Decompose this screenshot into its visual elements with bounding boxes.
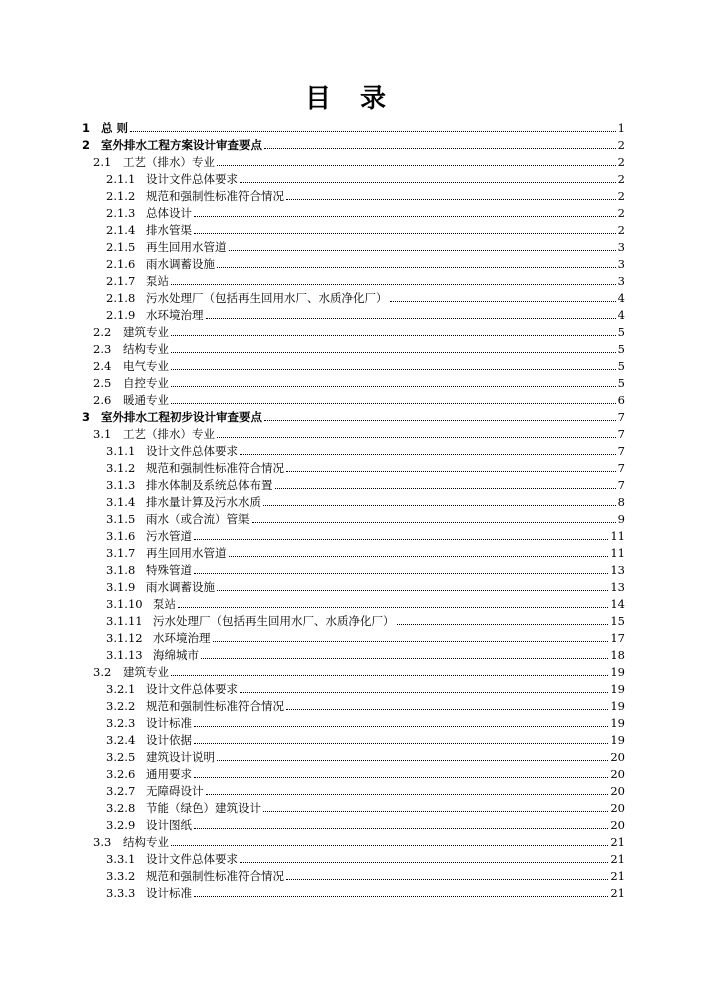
toc-entry-page-number: 5 [617,359,625,373]
toc-entry-number: 3.1.7 [106,546,136,560]
toc-entry-title: 规范和强制性标准符合情况 [146,461,284,475]
toc-entry-title: 再生回用水管道 [146,240,227,254]
toc-entry[interactable] [0,527,701,544]
toc-entry-number: 2.1.5 [106,240,136,254]
toc-entry[interactable] [0,408,701,425]
dot-leader [171,283,616,285]
toc-entry-title: 设计标准 [146,716,192,730]
toc-entry[interactable] [0,306,701,323]
toc-entry-page-number: 2 [617,155,625,169]
toc-entry[interactable] [0,867,701,884]
dot-leader [171,844,608,846]
toc-entry-number: 1 [82,121,91,135]
dot-leader [240,453,616,455]
toc-entry[interactable] [0,884,701,901]
toc-entry[interactable] [0,459,701,476]
dot-leader [240,181,616,183]
dot-leader [217,759,608,761]
dot-leader [178,606,608,608]
toc-entry[interactable] [0,425,701,442]
toc-entry-title: 设计图纸 [146,818,192,832]
toc-entry-title: 无障碍设计 [146,784,204,798]
dot-leader [264,419,616,421]
toc-entry[interactable] [0,170,701,187]
dot-leader [171,674,608,676]
toc-entry-title: 规范和强制性标准符合情况 [146,869,284,883]
toc-entry-number: 3.1.12 [106,631,143,645]
toc-entry-title: 暖通专业 [123,393,169,407]
toc-entry-page-number: 19 [610,699,625,713]
toc-entry[interactable] [0,221,701,238]
toc-entry-page-number: 17 [610,631,625,645]
toc-entry-page-number: 11 [610,529,625,543]
toc-entry[interactable] [0,340,701,357]
dot-leader [229,555,609,557]
toc-entry-title: 总 则 [101,121,129,135]
toc-entry-page-number: 20 [610,767,625,781]
toc-entry-number: 3.2.1 [106,682,136,696]
dot-leader [240,861,608,863]
toc-entry[interactable] [0,561,701,578]
toc-entry-number: 3.3.2 [106,869,136,883]
toc-entry-number: 3.1.8 [106,563,136,577]
toc-entry-title: 雨水调蓄设施 [146,257,215,271]
dot-leader [217,164,616,166]
dot-leader [217,266,616,268]
toc-entry-page-number: 8 [617,495,625,509]
toc-entry-page-number: 13 [610,563,625,577]
dot-leader [217,436,616,438]
toc-entry-page-number: 4 [617,291,625,305]
toc-entry-title: 泵站 [153,597,176,611]
dot-leader [194,538,608,540]
dot-leader [390,300,616,302]
dot-leader [194,572,608,574]
toc-entry[interactable] [0,799,701,816]
dot-leader [194,742,608,744]
toc-entry-number: 3.2.7 [106,784,136,798]
toc-entry-number: 3.3.1 [106,852,136,866]
toc-entry-page-number: 21 [610,852,625,866]
toc-entry-number: 2.1.6 [106,257,136,271]
toc-entry-number: 3.1.10 [106,597,143,611]
toc-entry-page-number: 5 [617,342,625,356]
toc-entry-page-number: 20 [610,801,625,815]
toc-entry-page-number: 4 [617,308,625,322]
toc-entry-number: 2.1.3 [106,206,136,220]
toc-entry-page-number: 19 [610,716,625,730]
toc-entry-title: 设计文件总体要求 [146,172,238,186]
toc-entry[interactable] [0,187,701,204]
toc-entry-number: 3.1.9 [106,580,136,594]
toc-entry-page-number: 6 [617,393,625,407]
toc-entry-number: 3.1.1 [106,444,136,458]
dot-leader [286,878,608,880]
toc-entry-page-number: 21 [610,886,625,900]
toc-entry[interactable] [0,629,701,646]
dot-leader [229,249,616,251]
toc-entry-page-number: 18 [610,648,625,662]
toc-entry[interactable] [0,357,701,374]
toc-entry-page-number: 3 [617,240,625,254]
toc-entry-number: 2.1 [93,155,112,169]
dot-leader [286,470,616,472]
toc-entry-title: 海绵城市 [153,648,199,662]
toc-entry-number: 3.2.5 [106,750,136,764]
toc-entry-page-number: 7 [617,410,625,424]
toc-entry-page-number: 2 [617,189,625,203]
dot-leader [171,351,616,353]
toc-entry-title: 结构专业 [123,342,169,356]
dot-leader [171,402,616,404]
dot-leader [264,147,616,149]
toc-entry-number: 3.1.2 [106,461,136,475]
toc-entry-page-number: 9 [617,512,625,526]
toc-entry-number: 3.1.11 [106,614,143,628]
dot-leader [194,725,608,727]
dot-leader [240,691,608,693]
toc-entry-title: 排水管渠 [146,223,192,237]
toc-entry-title: 工艺（排水）专业 [123,155,215,169]
toc-entry[interactable] [0,850,701,867]
toc-entry[interactable] [0,255,701,272]
toc-entry-number: 3.3.3 [106,886,136,900]
toc-entry-page-number: 14 [610,597,625,611]
toc-entry-title: 结构专业 [123,835,169,849]
toc-entry-number: 3.1.13 [106,648,143,662]
toc-entry-number: 2 [82,138,91,152]
toc-entry[interactable] [0,748,701,765]
toc-entry[interactable] [0,714,701,731]
toc-entry-title: 水环境治理 [146,308,204,322]
toc-entry-title: 规范和强制性标准符合情况 [146,189,284,203]
toc-entry[interactable] [0,442,701,459]
toc-entry-title: 污水处理厂（包括再生回用水厂、水质净化厂） [153,614,395,628]
toc-entry-page-number: 7 [617,444,625,458]
toc-entry-title: 室外排水工程方案设计审查要点 [101,138,262,152]
toc-entry-page-number: 2 [617,223,625,237]
toc-entry-page-number: 2 [617,172,625,186]
dot-leader [130,130,616,132]
toc-entry-page-number: 3 [617,257,625,271]
toc-entry-title: 水环境治理 [153,631,211,645]
toc-entry-number: 3.2.9 [106,818,136,832]
toc-entry[interactable] [0,765,701,782]
toc-entry-page-number: 19 [610,682,625,696]
toc-entry-title: 节能（绿色）建筑设计 [146,801,261,815]
toc-entry[interactable] [0,391,701,408]
toc-entry[interactable] [0,289,701,306]
dot-leader [171,368,616,370]
toc-entry[interactable] [0,238,701,255]
toc-entry-number: 3.1.5 [106,512,136,526]
toc-entry-number: 3.1 [93,427,112,441]
toc-entry-title: 建筑专业 [123,325,169,339]
toc-entry-title: 污水处理厂（包括再生回用水厂、水质净化厂） [146,291,388,305]
toc-entry-number: 3.3 [93,835,112,849]
dot-leader [263,810,608,812]
toc-entry[interactable] [0,119,701,136]
toc-entry-number: 2.6 [93,393,112,407]
toc-entry[interactable] [0,697,701,714]
page-title: 目 录 [304,84,397,114]
toc-entry-number: 2.1.9 [106,308,136,322]
toc-entry-title: 通用要求 [146,767,192,781]
toc-entry[interactable] [0,663,701,680]
toc-entry[interactable] [0,646,701,663]
toc-entry-page-number: 5 [617,376,625,390]
table-of-contents [0,119,701,901]
dot-leader [201,657,608,659]
toc-entry-number: 2.1.8 [106,291,136,305]
toc-entry-page-number: 3 [617,274,625,288]
toc-entry-title: 设计标准 [146,886,192,900]
toc-entry[interactable] [0,476,701,493]
toc-entry-number: 2.1.1 [106,172,136,186]
toc-entry-title: 设计文件总体要求 [146,444,238,458]
toc-entry-page-number: 15 [610,614,625,628]
toc-entry[interactable] [0,833,701,850]
toc-entry-page-number: 13 [610,580,625,594]
toc-entry[interactable] [0,578,701,595]
toc-entry[interactable] [0,595,701,612]
dot-leader [286,198,616,200]
toc-entry-number: 3.2.3 [106,716,136,730]
dot-leader [206,793,609,795]
toc-entry-page-number: 1 [617,121,625,135]
toc-entry-page-number: 19 [610,665,625,679]
dot-leader [171,334,616,336]
toc-entry-page-number: 7 [617,478,625,492]
toc-entry-title: 建筑专业 [123,665,169,679]
toc-entry-number: 3.2 [93,665,112,679]
toc-entry-page-number: 2 [617,138,625,152]
toc-entry-number: 2.1.2 [106,189,136,203]
toc-entry-page-number: 20 [610,750,625,764]
toc-entry-title: 雨水调蓄设施 [146,580,215,594]
dot-leader [206,317,616,319]
toc-entry-page-number: 5 [617,325,625,339]
toc-entry-page-number: 2 [617,206,625,220]
toc-entry[interactable] [0,544,701,561]
toc-entry[interactable] [0,136,701,153]
toc-entry-page-number: 21 [610,869,625,883]
toc-entry-number: 3.1.4 [106,495,136,509]
toc-entry-title: 总体设计 [146,206,192,220]
toc-entry-number: 2.1.7 [106,274,136,288]
toc-entry-number: 2.3 [93,342,112,356]
toc-entry[interactable] [0,153,701,170]
dot-leader [194,776,608,778]
toc-entry-page-number: 7 [617,461,625,475]
toc-entry-number: 3.2.2 [106,699,136,713]
toc-entry-number: 2.4 [93,359,112,373]
toc-entry-title: 排水体制及系统总体布置 [146,478,273,492]
dot-leader [217,589,608,591]
toc-entry-title: 自控专业 [123,376,169,390]
dot-leader [252,521,616,523]
toc-entry[interactable] [0,204,701,221]
toc-entry-title: 设计文件总体要求 [146,682,238,696]
toc-entry-title: 建筑设计说明 [146,750,215,764]
toc-entry-title: 污水管道 [146,529,192,543]
toc-entry-page-number: 20 [610,818,625,832]
dot-leader [397,623,609,625]
toc-entry-page-number: 11 [610,546,625,560]
toc-entry-number: 3.2.4 [106,733,136,747]
toc-entry-page-number: 19 [610,733,625,747]
toc-entry-title: 排水量计算及污水水质 [146,495,261,509]
toc-entry-title: 电气专业 [123,359,169,373]
toc-entry[interactable] [0,680,701,697]
toc-entry[interactable] [0,816,701,833]
toc-entry[interactable] [0,782,701,799]
toc-entry-number: 2.2 [93,325,112,339]
toc-entry[interactable] [0,323,701,340]
toc-entry[interactable] [0,731,701,748]
toc-entry[interactable] [0,272,701,289]
toc-entry-title: 雨水（或合流）管渠 [146,512,250,526]
toc-entry-number: 3.2.8 [106,801,136,815]
dot-leader [194,895,608,897]
toc-entry-page-number: 20 [610,784,625,798]
toc-entry-title: 设计文件总体要求 [146,852,238,866]
toc-entry-number: 3.1.6 [106,529,136,543]
toc-entry-title: 特殊管道 [146,563,192,577]
dot-leader [275,487,616,489]
toc-entry-title: 设计依据 [146,733,192,747]
toc-entry[interactable] [0,374,701,391]
toc-entry-page-number: 7 [617,427,625,441]
toc-entry-title: 再生回用水管道 [146,546,227,560]
toc-entry-number: 3 [82,410,91,424]
toc-entry-number: 3.1.3 [106,478,136,492]
dot-leader [194,827,608,829]
toc-entry-number: 3.2.6 [106,767,136,781]
dot-leader [194,232,616,234]
toc-entry[interactable] [0,612,701,629]
toc-entry-title: 规范和强制性标准符合情况 [146,699,284,713]
toc-entry-number: 2.5 [93,376,112,390]
toc-entry-number: 2.1.4 [106,223,136,237]
toc-entry-title: 工艺（排水）专业 [123,427,215,441]
toc-entry[interactable] [0,493,701,510]
toc-entry-title: 室外排水工程初步设计审查要点 [101,410,262,424]
dot-leader [286,708,608,710]
dot-leader [171,385,616,387]
dot-leader [263,504,616,506]
toc-entry[interactable] [0,510,701,527]
toc-entry-title: 泵站 [146,274,169,288]
dot-leader [213,640,609,642]
dot-leader [194,215,616,217]
toc-entry-page-number: 21 [610,835,625,849]
